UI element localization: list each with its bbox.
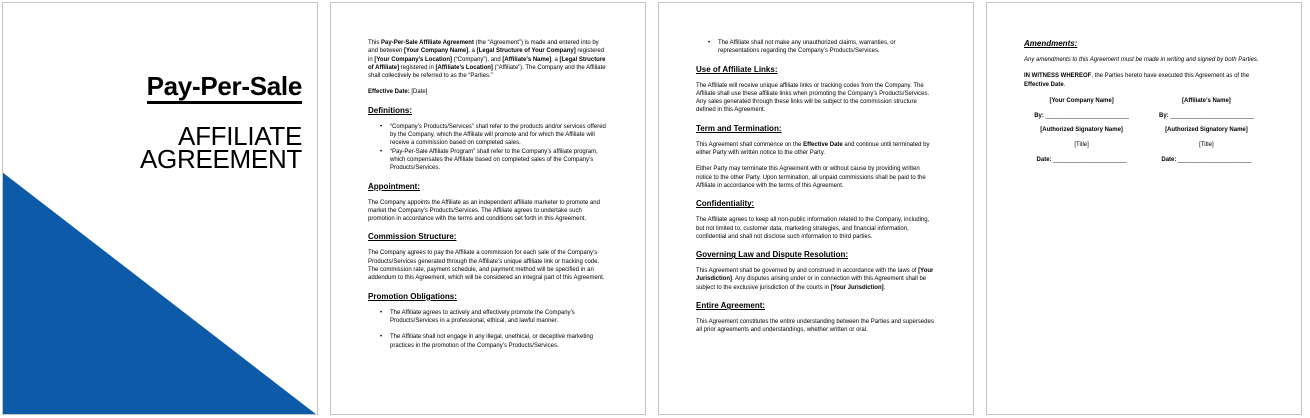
section-heading: Entire Agreement: bbox=[696, 301, 766, 311]
text-run: Date: bbox=[1161, 157, 1179, 164]
cover-triangle-decoration bbox=[3, 173, 316, 414]
signature-block bbox=[1024, 97, 1264, 171]
party-name bbox=[1149, 97, 1264, 105]
section-heading: Commission Structure: bbox=[368, 232, 457, 242]
section-heading: Definitions: bbox=[368, 105, 412, 115]
paragraph: The Affiliate will receive unique affiliate links or tracking codes from the Company. The Affiliate shall use these affiliate links when promoting the Company’s Products/Services. Any sales generated through these links will be subject to the commission structure defined in this Agreement. bbox=[696, 82, 930, 114]
text-run: Effective Date bbox=[1024, 81, 1064, 88]
text-run: By: bbox=[1034, 112, 1046, 119]
paragraph: Effective Date: [Date] bbox=[368, 89, 428, 96]
section-heading: Governing Law and Dispute Resolution: bbox=[696, 250, 849, 260]
text-run: [Your Company Name] bbox=[1049, 97, 1114, 104]
by-line: By: _________________________ bbox=[1034, 112, 1129, 119]
cover-title: Pay-Per-Sale bbox=[147, 73, 302, 104]
text-run: [Legal Structure of Affiliate] bbox=[368, 56, 606, 71]
text-run: [Authorized Signatory Name] bbox=[1165, 127, 1248, 134]
text-run: Pay-Per-Sale Affiliate Agreement bbox=[381, 40, 474, 46]
section-heading: Amendments: bbox=[1024, 39, 1078, 48]
section-heading: Term and Termination: bbox=[696, 123, 782, 133]
text-run: Effective Date bbox=[803, 141, 843, 148]
title-line: [Title] bbox=[1074, 142, 1089, 149]
party-name bbox=[1024, 97, 1139, 105]
signatory-name bbox=[1149, 126, 1264, 134]
paragraph: This Agreement shall commence on the Effective Date and continue until terminated by either Party with written notice to the other Party. bbox=[696, 141, 930, 157]
by-line: By: _________________________ bbox=[1159, 112, 1254, 119]
cover-subtitle-line1: AFFILIATE bbox=[178, 121, 302, 151]
page-3[interactable] bbox=[658, 2, 974, 415]
paragraph: IN WITNESS WHEREOF, the Parties hereto have executed this Agreement as of the Effective Date. bbox=[1024, 73, 1250, 88]
page-3-content bbox=[659, 3, 973, 414]
text-run: By: bbox=[1159, 112, 1171, 119]
paragraph: This Pay-Per-Sale Affiliate Agreement (the “Agreement”) is made and entered into by and between [Your Company Name], a [Legal Structure of Your Company] registered in [Your Company’s Location] (“Company”), and [Affiliate’s Name], a [Legal Structure of Affiliate] registered in [Affiliate’s Location] (“Affiliate”). The Company and the Affiliate shall collectively be referred to as the “Parties.” bbox=[368, 40, 606, 80]
text-run: Date: bbox=[1036, 157, 1054, 164]
bullet-list bbox=[368, 309, 608, 350]
cover-title-block bbox=[140, 71, 302, 174]
text-run: [Your Jurisdiction] bbox=[830, 284, 884, 291]
page-2-content bbox=[331, 3, 645, 414]
signature-column bbox=[1149, 97, 1264, 171]
page-1-cover[interactable] bbox=[2, 2, 318, 415]
text-run: [Your Jurisdiction] bbox=[696, 268, 934, 283]
section-heading: Confidentiality: bbox=[696, 199, 755, 209]
signatory-name bbox=[1024, 126, 1139, 134]
paragraph: This Agreement constitutes the entire understanding between the Parties and supersedes all prior agreements and understandings, whether written or oral. bbox=[696, 319, 934, 334]
page-4[interactable] bbox=[986, 2, 1302, 415]
paragraph: Any amendments to this Agreement must be made in writing and signed by both Parties. bbox=[1024, 57, 1259, 63]
title-line: [Title] bbox=[1199, 142, 1214, 149]
paragraph: This Agreement shall be governed by and construed in accordance with the laws of [Your Jurisdiction]. Any disputes arising under or in connection with this Agreement shall be subject to the exclusive jurisdiction of the courts in [Your Jurisdiction]. bbox=[696, 268, 934, 291]
text-run: [Your Company’s Location] bbox=[374, 56, 453, 63]
text-run: IN WITNESS WHEREOF bbox=[1024, 73, 1092, 80]
page-4-content bbox=[987, 3, 1301, 414]
section-heading: Promotion Obligations: bbox=[368, 291, 457, 301]
signature-column bbox=[1024, 97, 1139, 171]
paragraph: Either Party may terminate this Agreement with or without cause by providing written notice to the other Party. Upon termination, all unpaid commissions shall be paid to the Affiliate in accordance with the terms of this Agreement. bbox=[696, 166, 926, 189]
cover-subtitle bbox=[140, 121, 302, 174]
date-line: Date: ______________________ bbox=[1161, 157, 1252, 164]
text-run: [Affiliate’s Name] bbox=[1182, 97, 1231, 104]
paragraph: The Company agrees to pay the Affiliate a commission for each sale of the Company’s Products/Services generated through the Affiliate’s unique affiliate link or tracking code. The commission rate, payment schedule, and payment method will be specified in an addendum to this Agreement, which will be considered an integral part of this Agreement. bbox=[368, 250, 605, 282]
bullet-list bbox=[696, 39, 936, 56]
text-run: [Affiliate’s Name] bbox=[502, 56, 552, 63]
section-heading: Appointment: bbox=[368, 181, 420, 191]
bullet-item: • The Affiliate agrees to actively and effectively promote the Company’s Products/Services in a professional, ethical, and lawful manner. bbox=[380, 309, 608, 326]
paragraph: The Affiliate agrees to keep all non-public information related to the Company, including, but not limited to, customer data, marketing strategies, and financial information, confidential and shall not disclose such information to third parties. bbox=[696, 217, 930, 240]
text-run: [Legal Structure of Your Company] bbox=[476, 48, 576, 55]
paragraph: The Company appoints the Affiliate as an independent affiliate marketer to promote and market the Company’s Products/Services. The Affiliate agrees to undertake such promotion in accordance with the terms and conditions set forth in this Agreement. bbox=[368, 199, 600, 223]
section-heading: Use of Affiliate Links: bbox=[696, 64, 778, 74]
text-run: [Authorized Signatory Name] bbox=[1040, 127, 1123, 134]
text-run: [Your Company Name] bbox=[404, 48, 469, 55]
cover-subtitle-line2: AGREEMENT bbox=[140, 144, 302, 174]
bullet-item: • “Pay-Per-Sale Affiliate Program” shall refer to the Company’s affiliate program, which compensates the Affiliate based on completed sales of the Company’s Products/Services. bbox=[380, 148, 608, 173]
text-run: Effective Date: bbox=[368, 89, 410, 96]
date-line: Date: ______________________ bbox=[1036, 157, 1127, 164]
bullet-list bbox=[368, 123, 608, 173]
page-2[interactable] bbox=[330, 2, 646, 415]
bullet-item: • “Company’s Products/Services” shall refer to the products and/or services offered by the Company, which the Affiliate will promote and for which the Affiliate will receive a commission based on completed sales. bbox=[380, 123, 608, 148]
bullet-item: • The Affiliate shall not engage in any illegal, unethical, or deceptive marketing practices in the promotion of the Company’s Products/Services. bbox=[380, 333, 608, 350]
text-run: [Affiliate’s Location] bbox=[435, 64, 493, 71]
bullet-item: • The Affiliate shall not make any unauthorized claims, warranties, or representations regarding the Company’s Products/Services. bbox=[708, 39, 936, 56]
